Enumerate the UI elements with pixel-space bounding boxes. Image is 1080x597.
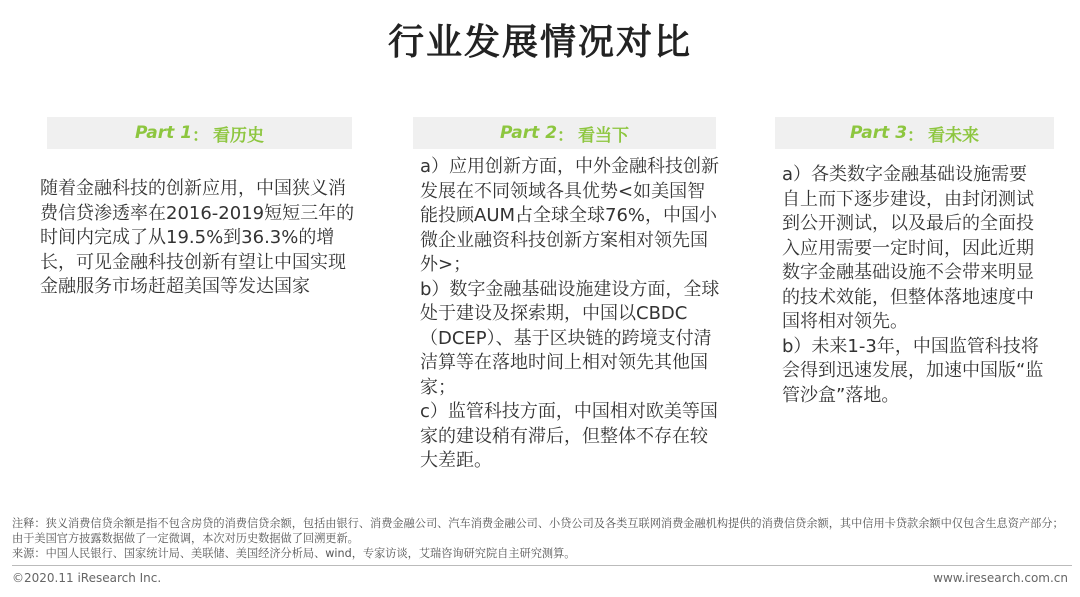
part2-paragraph-c: c）监管科技方面，中国相对欧美等国家的建设稍有滞后，但整体不存在较大差距。 <box>420 401 718 471</box>
part1-topic: 看历史 <box>213 125 265 146</box>
part2-paragraph-b: b）数字金融基础设施建设方面，全球处于建设及探索期，中国以CBDC（DCEP）、基于区块链的跨境支付清洁算等在落地时间上相对领先其他国家； <box>420 278 720 398</box>
footer-divider <box>12 565 1072 566</box>
part2-paragraph-a: a）应用创新方面，中外金融科技创新发展在不同领域各具优势<如美国智能投顾AUM占全球全球76%，中国小微企业融资科技创新方案相对领先国外>； <box>420 156 720 275</box>
part1-body <box>40 177 358 300</box>
part3-label: Part 3 <box>849 123 908 143</box>
part2-topic: 看当下 <box>578 125 630 146</box>
part1-text: 随着金融科技的创新应用，中国狭义消费信贷渗透率在2016-2019短短三年的时间内完成了从19.5%到36.3%的增长，可见金融科技创新有望让中国实现金融服务市场赶超美国等发达国家 <box>40 178 355 297</box>
part2-header <box>413 117 716 149</box>
part3-header <box>775 117 1054 149</box>
note-text: 注释：狭义消费信贷余额是指不包含房贷的消费信贷余额，包括由银行、消费金融公司、汽车消费金融公司、小贷公司及各类互联网消费金融机构提供的消费信贷余额，其中信用卡贷款余额中仅包含生息资产部分；由于美国官方披露数据做了一定微调，本次对历史数据做了回溯更新。 <box>12 517 1064 545</box>
part2-separator: ： <box>557 125 575 146</box>
website-link[interactable]: www.iresearch.com.cn <box>933 571 1068 585</box>
part1-header <box>47 117 352 149</box>
part2-body <box>420 155 720 474</box>
part3-topic: 看未来 <box>928 125 980 146</box>
part3-paragraph-b: b）未来1-3年，中国监管科技将会得到迅速发展，加速中国版“监管沙盒”落地。 <box>782 335 1044 406</box>
part3-paragraph-a: a）各类数字金融基础设施需要自上而下逐步建设，由封闭测试到公开测试，以及最后的全面投入应用需要一定时间，因此近期数字金融基础设施不会带来明显的技术效能，但整体落地速度中国将相对领先。 <box>782 164 1034 332</box>
part3-separator: ： <box>907 125 925 146</box>
source-text: 来源：中国人民银行、国家统计局、美联储、美国经济分析局、wind，专家访谈，艾瑞咨询研究院自主研究测算。 <box>12 547 576 560</box>
part2-label: Part 2 <box>499 123 558 143</box>
copyright: ©2020.11 iResearch Inc. <box>12 571 162 585</box>
page-title: 行业发展情况对比 <box>387 22 692 63</box>
part1-separator: ： <box>192 125 210 146</box>
part3-body <box>782 163 1044 408</box>
footnotes <box>12 516 1072 561</box>
part1-label: Part 1 <box>134 123 193 143</box>
